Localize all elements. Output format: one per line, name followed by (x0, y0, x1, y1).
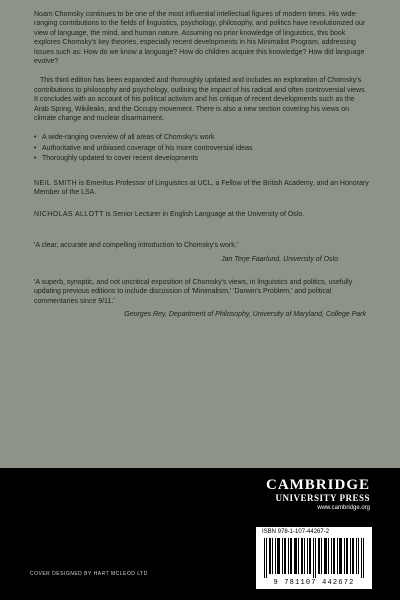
review-quote: 'A clear, accurate and compelling introduction to Chomsky's work.' (34, 242, 238, 250)
feature-list-item: • Authoritative and unbiased coverage of his more controversial ideas (34, 144, 370, 155)
feature-list-item: • A wide-ranging overview of all areas of Chomsky's work (34, 133, 370, 144)
publisher-logo (266, 478, 370, 512)
bullet-icon: • (34, 134, 37, 142)
barcode-number: 9 781107 442672 (273, 579, 355, 587)
cover-credit: COVER DESIGNED BY HART MCLEOD LTD (30, 571, 148, 577)
bullet-icon: • (34, 155, 37, 163)
isbn-label: ISBN 978-1-107-44267-2 (262, 529, 330, 535)
barcode-icon (262, 538, 366, 578)
review-quote: 'A superb, synoptic, and not uncritical exposition of Chomsky's views, in linguistics and politics, usefully updating previous editions to include discussion of 'Minimalism,' 'Darwin's Problem,' and political commentaries since 9/11.' (34, 279, 353, 305)
back-cover-text (34, 10, 370, 330)
description-paragraph-2: This third edition has been expanded and thoroughly updated and includes an exploration of Chomsky's contributions to philosophy and psychology, outlining the impact of his radical and often controversial views. It concludes with an account of his political activism and his critique of recent developments such as the Arab Spring, Wikileaks, and the Occupy movement. There is also a new section covering his views on climate change and nuclear disarmament. (34, 77, 367, 123)
publisher-name: CAMBRIDGE (265, 477, 370, 493)
publisher-url: www.cambridge.org (317, 505, 370, 511)
author-bio-allott: NICHOLAS ALLOTT is Senior Lecturer in English Language at the University of Oslo. (34, 210, 305, 218)
barcode-panel (256, 527, 372, 589)
author-bio-smith: NEIL SMITH is Emeritus Professor of Linguistics at UCL, a Fellow of the British Academy, and an Honorary Member of the LSA. (34, 179, 369, 197)
publisher-subname: UNIVERSITY PRESS (275, 493, 370, 503)
review-attribution: Georges Rey, Department of Philosophy, University of Maryland, College Park (124, 311, 366, 319)
review-attribution: Jan Terje Faarlund, University of Oslo (221, 255, 338, 263)
author-name: NEIL SMITH (34, 179, 78, 187)
feature-list-item: • Thoroughly updated to cover recent developments (34, 154, 370, 165)
bullet-icon: • (34, 144, 37, 152)
author-name: NICHOLAS ALLOTT (34, 210, 104, 218)
description-paragraph-1: Noam Chomsky continues to be one of the most influential intellectual figures of modern times. His wide-ranging contributions to the fields of linguistics, psychology, philosophy, and politics have revolutionized our view of language, the mind, and human nature. Assuming no prior knowledge of linguistics, this book explores Chomsky's key theories, especially recent developments in his Minimalist Program, addressing issues such as: How do we know a language? How do children acquire this knowledge? How did language evolve? (34, 11, 366, 66)
feature-list (34, 133, 370, 165)
